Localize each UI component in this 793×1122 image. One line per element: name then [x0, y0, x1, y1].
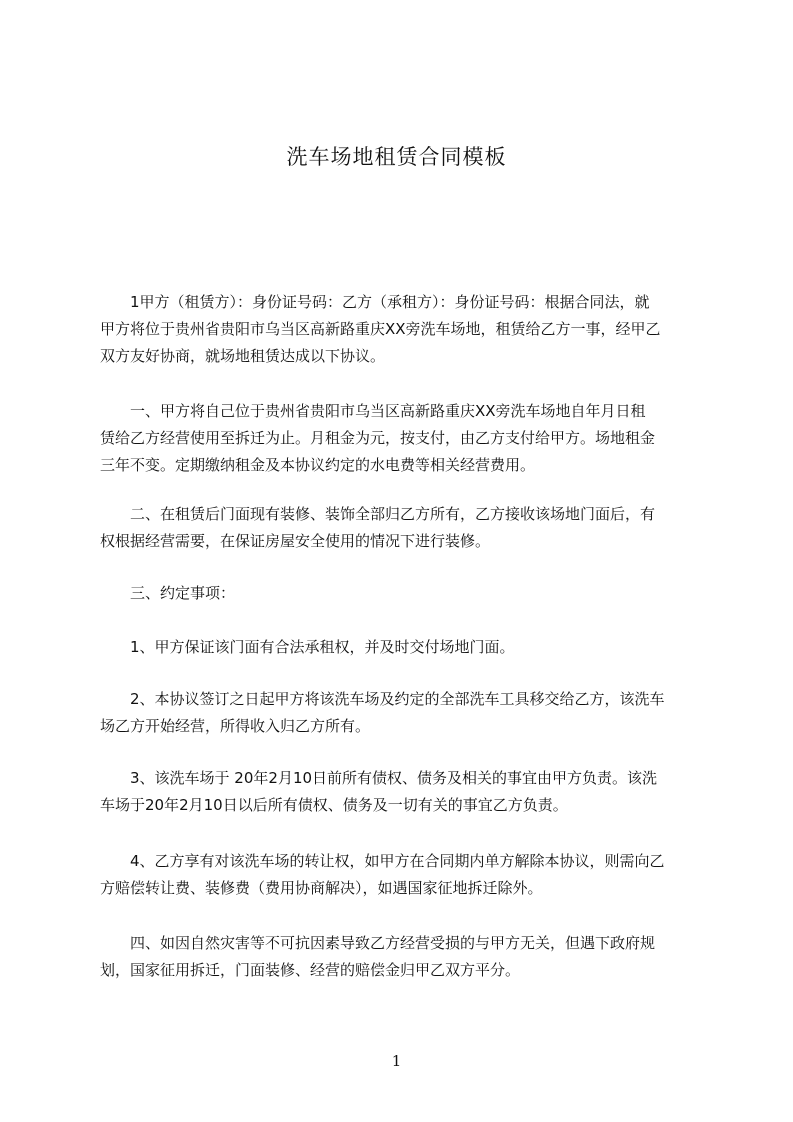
- paragraph-line: 划，国家征用拆迁，门面装修、经营的赔偿金归甲乙双方平分。: [100, 961, 521, 979]
- paragraph-line: 四、如因自然灾害等不可抗因素导致乙方经营受损的与甲方无关，但遇下政府规: [100, 934, 656, 952]
- paragraph-item-4: [100, 848, 700, 902]
- document-title: 洗车场地租赁合同模板: [286, 145, 507, 169]
- paragraph-clause-1: [100, 398, 700, 479]
- paragraph-line: 4、乙方享有对该洗车场的转让权，如甲方在合同期内单方解除本协议，则需向乙: [100, 852, 665, 870]
- paragraph-item-2: [100, 686, 700, 740]
- paragraph-clause-4: [100, 930, 700, 984]
- paragraph-preamble: [100, 289, 700, 370]
- paragraph-line: 三年不变。定期缴纳租金及本协议约定的水电费等相关经营费用。: [100, 456, 536, 474]
- paragraph-item-1: [100, 634, 700, 661]
- paragraph-line: 车场于20年2月10日以后所有债权、债务及一切有关的事宜乙方负责。: [100, 796, 568, 814]
- paragraph-line: 双方友好协商，就场地租赁达成以下协议。: [100, 347, 386, 365]
- paragraph-line: 场乙方开始经营，所得收入归乙方所有。: [100, 717, 371, 735]
- paragraph-line: 方赔偿转让费、装修费（费用协商解决），如遇国家征地拆迁除外。: [100, 879, 543, 897]
- paragraph-line: 权根据经营需要，在保证房屋安全使用的情况下进行装修。: [100, 532, 491, 550]
- paragraph-clause-3-heading: [100, 580, 700, 607]
- paragraph-line: 甲方将位于贵州省贵阳市乌当区高新路重庆XX旁洗车场地，租赁给乙方一事，经甲乙: [100, 320, 661, 338]
- paragraph-clause-2: [100, 501, 700, 555]
- paragraph-line: 二、在租赁后门面现有装修、装饰全部归乙方所有，乙方接收该场地门面后，有: [100, 505, 656, 523]
- paragraph-item-3: [100, 765, 700, 819]
- paragraph-line: 1甲方（租赁方）：身份证号码：乙方（承租方）：身份证号码：根据合同法，就: [100, 293, 650, 311]
- page-number: 1: [391, 1052, 402, 1070]
- paragraph-line: 3、该洗车场于 20年2月10日前所有债权、债务及相关的事宜由甲方负责。该洗: [100, 769, 658, 787]
- paragraph-line: 2、本协议签订之日起甲方将该洗车场及约定的全部洗车工具移交给乙方，该洗车: [100, 690, 665, 708]
- paragraph-line: 三、约定事项：: [100, 584, 236, 602]
- paragraph-line: 1、甲方保证该门面有合法承租权，并及时交付场地门面。: [100, 638, 515, 656]
- paragraph-line: 赁给乙方经营使用至拆迁为止。月租金为元，按支付，由乙方支付给甲方。场地租金: [100, 429, 656, 447]
- paragraph-line: 一、甲方将自己位于贵州省贵阳市乌当区高新路重庆XX旁洗车场地自年月日租: [100, 402, 646, 420]
